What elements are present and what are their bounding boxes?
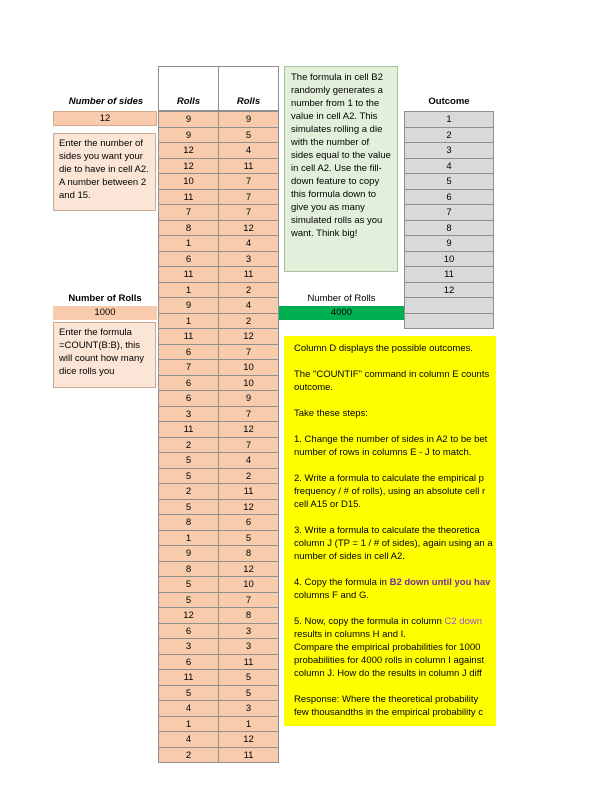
roll-b-cell[interactable]: 12: [158, 159, 219, 175]
response-line: few thousandths in the empirical probability c: [294, 707, 484, 718]
roll-b-cell[interactable]: 11: [158, 422, 219, 438]
roll-b-cell[interactable]: 3: [158, 407, 219, 423]
instruction-line: Take these steps:: [294, 408, 368, 419]
outcome-cell[interactable]: [404, 298, 494, 314]
roll-b-cell[interactable]: 1: [158, 236, 219, 252]
outcome-cell[interactable]: 2: [404, 128, 494, 144]
roll-b-cell[interactable]: 2: [158, 484, 219, 500]
roll-b-cell[interactable]: 11: [158, 670, 219, 686]
roll-b-cell[interactable]: 6: [158, 376, 219, 392]
roll-b-cell[interactable]: 6: [158, 345, 219, 361]
roll-c-cell[interactable]: 3: [218, 701, 279, 717]
step-4-text: 4. Copy the formula in: [294, 577, 390, 588]
roll-c-cell[interactable]: 12: [218, 329, 279, 345]
roll-b-cell[interactable]: 9: [158, 112, 219, 128]
roll-c-cell[interactable]: 8: [218, 546, 279, 562]
roll-b-cell[interactable]: 3: [158, 639, 219, 655]
roll-c-cell[interactable]: 1: [218, 717, 279, 733]
roll-b-cell[interactable]: 11: [158, 329, 219, 345]
count-formula-note: Enter the formula =COUNT(B:B), this will count how many dice rolls you: [53, 322, 156, 388]
roll-c-cell[interactable]: 12: [218, 221, 279, 237]
roll-c-cell[interactable]: 12: [218, 422, 279, 438]
number-of-rolls-value-2[interactable]: 4000: [279, 306, 404, 320]
roll-c-cell[interactable]: 4: [218, 298, 279, 314]
step-4-line: [294, 576, 496, 589]
outcome-cell[interactable]: 6: [404, 190, 494, 206]
roll-b-cell[interactable]: 5: [158, 453, 219, 469]
step-5-line: column J. How do the results in column J diff: [294, 668, 482, 679]
outcome-column: [404, 111, 494, 329]
roll-b-cell[interactable]: 8: [158, 562, 219, 578]
roll-c-cell[interactable]: 9: [218, 112, 279, 128]
roll-b-cell[interactable]: 2: [158, 438, 219, 454]
roll-c-cell[interactable]: 11: [218, 267, 279, 283]
roll-b-cell[interactable]: 11: [158, 190, 219, 206]
number-of-sides-cell[interactable]: 12: [53, 111, 157, 126]
roll-b-cell[interactable]: 5: [158, 577, 219, 593]
roll-c-cell[interactable]: 8: [218, 608, 279, 624]
step-5-line: results in columns H and I.: [294, 629, 406, 640]
step-4-highlight: B2 down until you hav: [389, 577, 491, 588]
rolls-column-b: [158, 111, 219, 763]
roll-b-cell[interactable]: 2: [158, 748, 219, 764]
instruction-line: The "COUNTIF" command in column E counts: [294, 369, 490, 380]
roll-b-cell[interactable]: 8: [158, 515, 219, 531]
roll-c-cell[interactable]: 2: [218, 314, 279, 330]
roll-b-cell[interactable]: 9: [158, 298, 219, 314]
roll-b-cell[interactable]: 7: [158, 360, 219, 376]
roll-c-cell[interactable]: 3: [218, 624, 279, 640]
roll-b-cell[interactable]: 10: [158, 174, 219, 190]
step-5-line: Compare the empirical probabilities for 1000: [294, 642, 481, 653]
instruction-line: Column D displays the possible outcomes.: [294, 343, 474, 354]
roll-b-cell[interactable]: 1: [158, 314, 219, 330]
roll-c-cell[interactable]: 11: [218, 484, 279, 500]
step-2-line: cell A15 or D15.: [294, 499, 362, 510]
roll-b-cell[interactable]: 9: [158, 128, 219, 144]
roll-c-cell[interactable]: 5: [218, 670, 279, 686]
step-1-line: number of rows in columns E - J to match.: [294, 447, 472, 458]
roll-c-cell[interactable]: 12: [218, 562, 279, 578]
instructions-panel: [284, 336, 496, 726]
roll-c-cell[interactable]: 11: [218, 748, 279, 764]
outcome-cell[interactable]: 10: [404, 252, 494, 268]
roll-b-cell[interactable]: 1: [158, 283, 219, 299]
roll-b-cell[interactable]: 11: [158, 267, 219, 283]
step-2-line: frequency / # of rolls), using an absolute cell r: [294, 486, 486, 497]
roll-c-cell[interactable]: 5: [218, 531, 279, 547]
rolls-b-header: Rolls: [176, 96, 201, 107]
number-of-rolls-cell[interactable]: 1000: [53, 306, 157, 320]
number-of-rolls-header: Number of Rolls: [68, 293, 142, 304]
roll-b-cell[interactable]: 5: [158, 593, 219, 609]
outcome-cell[interactable]: 9: [404, 236, 494, 252]
roll-c-cell[interactable]: 7: [218, 407, 279, 423]
roll-c-cell[interactable]: 7: [218, 438, 279, 454]
rolls-column-c: [218, 111, 279, 763]
roll-c-cell[interactable]: 10: [218, 577, 279, 593]
sides-instruction-note: Enter the number of sides you want your die to have in cell A2. A number between 2 and 15.: [53, 133, 156, 211]
roll-b-cell[interactable]: 9: [158, 546, 219, 562]
response-line: Response: Where the theoretical probability: [294, 694, 479, 705]
outcome-header: Outcome: [428, 96, 470, 107]
step-3-line: column J (TP = 1 / # of sides), again using an a: [294, 538, 493, 549]
roll-c-cell[interactable]: 7: [218, 190, 279, 206]
roll-c-cell[interactable]: 3: [218, 252, 279, 268]
outcome-cell[interactable]: 5: [404, 174, 494, 190]
roll-c-cell[interactable]: 4: [218, 143, 279, 159]
number-of-sides-header: Number of sides: [68, 96, 144, 107]
roll-b-cell[interactable]: 5: [158, 469, 219, 485]
roll-c-cell[interactable]: 5: [218, 686, 279, 702]
roll-c-cell[interactable]: 2: [218, 469, 279, 485]
number-of-rolls-label-2: Number of Rolls: [307, 293, 376, 304]
roll-b-cell[interactable]: 4: [158, 732, 219, 748]
roll-b-cell[interactable]: 1: [158, 717, 219, 733]
roll-c-cell[interactable]: 6: [218, 515, 279, 531]
step-1-line: 1. Change the number of sides in A2 to be bet: [294, 434, 488, 445]
outcome-cell[interactable]: 11: [404, 267, 494, 283]
step-2-line: 2. Write a formula to calculate the empirical p: [294, 473, 484, 484]
roll-c-cell[interactable]: 10: [218, 376, 279, 392]
instruction-line: outcome.: [294, 382, 334, 393]
step-5-line: probabilities for 4000 rolls in column I against: [294, 655, 485, 666]
roll-c-cell[interactable]: 7: [218, 593, 279, 609]
roll-c-cell[interactable]: 5: [218, 128, 279, 144]
step-3-line: number of sides in cell A2.: [294, 551, 405, 562]
roll-c-cell[interactable]: 11: [218, 655, 279, 671]
b2-formula-note: The formula in cell B2 randomly generates a number from 1 to the value in cell A2. This simulates rolling a die with the number of sides equal to the value in cell A2. Use the fill-down feature to copy this formula down to give you as many simulated rolls as you want. Think big!: [284, 66, 398, 272]
roll-b-cell[interactable]: 6: [158, 391, 219, 407]
roll-c-cell[interactable]: 7: [218, 205, 279, 221]
outcome-cell[interactable]: 4: [404, 159, 494, 175]
outcome-cell[interactable]: 3: [404, 143, 494, 159]
outcome-cell[interactable]: [404, 314, 494, 330]
roll-c-cell[interactable]: 7: [218, 345, 279, 361]
roll-b-cell[interactable]: 8: [158, 221, 219, 237]
roll-c-cell[interactable]: 2: [218, 283, 279, 299]
roll-c-cell[interactable]: 12: [218, 500, 279, 516]
roll-c-cell[interactable]: 11: [218, 159, 279, 175]
step-5-line: [294, 615, 496, 628]
outcome-cell[interactable]: 8: [404, 221, 494, 237]
roll-c-cell[interactable]: 9: [218, 391, 279, 407]
roll-b-cell[interactable]: 12: [158, 608, 219, 624]
roll-b-cell[interactable]: 6: [158, 655, 219, 671]
outcome-cell[interactable]: 7: [404, 205, 494, 221]
step-3-line: 3. Write a formula to calculate the theoretica: [294, 525, 480, 536]
roll-c-cell[interactable]: 4: [218, 236, 279, 252]
step-5-highlight: C2 down: [444, 616, 482, 627]
outcome-cell[interactable]: 1: [404, 112, 494, 128]
step-5-text: 5. Now, copy the formula in column: [294, 616, 445, 627]
roll-b-cell[interactable]: 6: [158, 252, 219, 268]
roll-b-cell[interactable]: 4: [158, 701, 219, 717]
roll-b-cell[interactable]: 5: [158, 500, 219, 516]
rolls-c-header: Rolls: [236, 96, 261, 107]
roll-c-cell[interactable]: 10: [218, 360, 279, 376]
roll-b-cell[interactable]: 7: [158, 205, 219, 221]
roll-b-cell[interactable]: 5: [158, 686, 219, 702]
roll-b-cell[interactable]: 1: [158, 531, 219, 547]
roll-c-cell[interactable]: 4: [218, 453, 279, 469]
roll-b-cell[interactable]: 6: [158, 624, 219, 640]
outcome-cell[interactable]: 12: [404, 283, 494, 299]
step-4-line: columns F and G.: [294, 590, 369, 601]
roll-c-cell[interactable]: 12: [218, 732, 279, 748]
roll-c-cell[interactable]: 3: [218, 639, 279, 655]
roll-b-cell[interactable]: 12: [158, 143, 219, 159]
roll-c-cell[interactable]: 7: [218, 174, 279, 190]
